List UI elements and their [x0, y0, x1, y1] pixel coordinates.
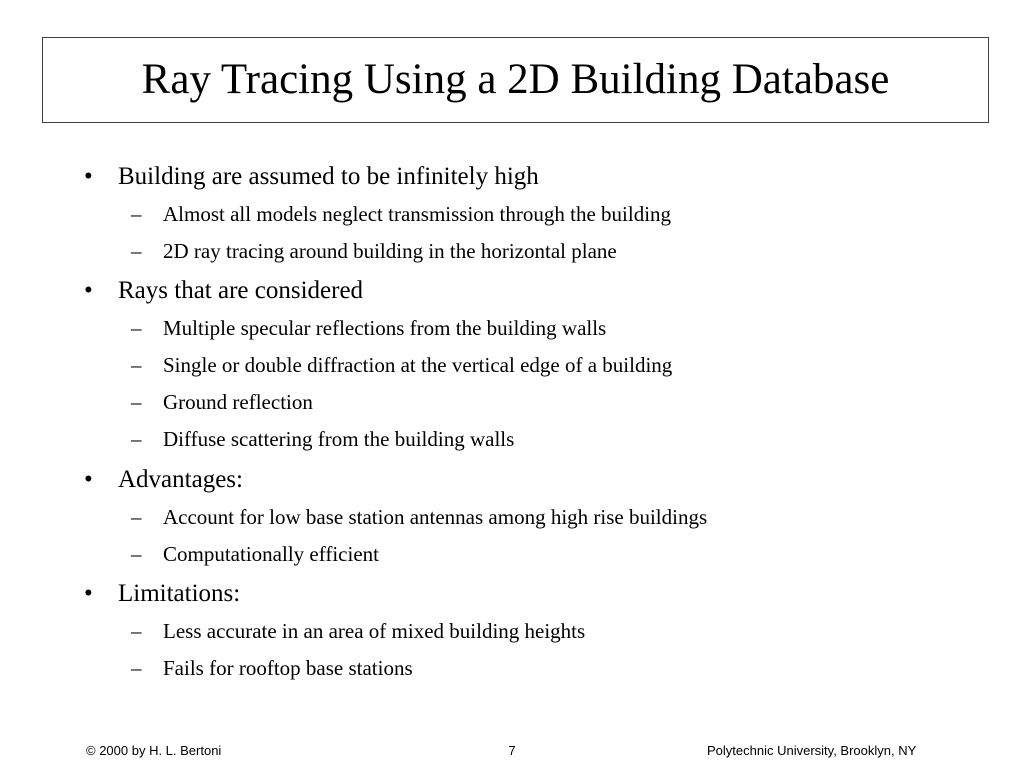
dash-marker: –: [131, 316, 142, 340]
dash-marker: –: [131, 353, 142, 377]
sub-bullet-item: [0, 236, 1000, 266]
bullet-marker: •: [84, 163, 93, 190]
sub-bullet-text: 2D ray tracing around building in the horizontal plane: [163, 239, 617, 263]
bullet-text: Building are assumed to be infinitely high: [118, 163, 539, 190]
sub-bullet-text: Diffuse scattering from the building walls: [163, 427, 515, 451]
sub-bullet-item: [0, 313, 1000, 343]
bullet-text: Advantages:: [118, 466, 243, 493]
slide-title: Ray Tracing Using a 2D Building Database: [141, 55, 890, 103]
sub-bullet-item: [0, 424, 1000, 454]
bullet-marker: •: [84, 466, 93, 493]
sub-bullet-text: Account for low base station antennas among high rise buildings: [163, 505, 708, 529]
dash-marker: –: [131, 656, 142, 680]
sub-bullet-item: [0, 350, 1000, 380]
footer-page-number: 7: [508, 743, 516, 758]
sub-bullet-item: [0, 616, 1000, 646]
dash-marker: –: [131, 202, 142, 226]
dash-marker: –: [131, 619, 142, 643]
dash-marker: –: [131, 542, 142, 566]
sub-bullet-text: Single or double diffraction at the vertical edge of a building: [163, 353, 673, 377]
bullet-item: [0, 160, 1000, 194]
bullet-item: [0, 577, 1000, 611]
sub-bullet-text: Almost all models neglect transmission through the building: [163, 202, 672, 226]
dash-marker: –: [131, 239, 142, 263]
sub-bullet-item: [0, 502, 1000, 532]
sub-bullet-item: [0, 199, 1000, 229]
sub-bullet-text: Less accurate in an area of mixed building heights: [163, 619, 586, 643]
dash-marker: –: [131, 390, 142, 414]
bullet-text: Limitations:: [118, 580, 241, 607]
footer-institution: Polytechnic University, Brooklyn, NY: [707, 743, 917, 758]
sub-bullet-item: [0, 539, 1000, 569]
bullet-marker: •: [84, 277, 93, 304]
sub-bullet-text: Multiple specular reflections from the building walls: [163, 316, 607, 340]
bullet-text: Rays that are considered: [118, 277, 364, 304]
dash-marker: –: [131, 505, 142, 529]
bullet-item: [0, 274, 1000, 308]
sub-bullet-item: [0, 387, 1000, 417]
dash-marker: –: [131, 427, 142, 451]
footer-copyright: © 2000 by H. L. Bertoni: [86, 743, 222, 758]
bullet-item: [0, 463, 1000, 497]
sub-bullet-item: [0, 653, 1000, 683]
bullet-marker: •: [84, 580, 93, 607]
sub-bullet-text: Computationally efficient: [163, 542, 379, 566]
sub-bullet-text: Fails for rooftop base stations: [163, 656, 413, 680]
sub-bullet-text: Ground reflection: [163, 390, 313, 414]
